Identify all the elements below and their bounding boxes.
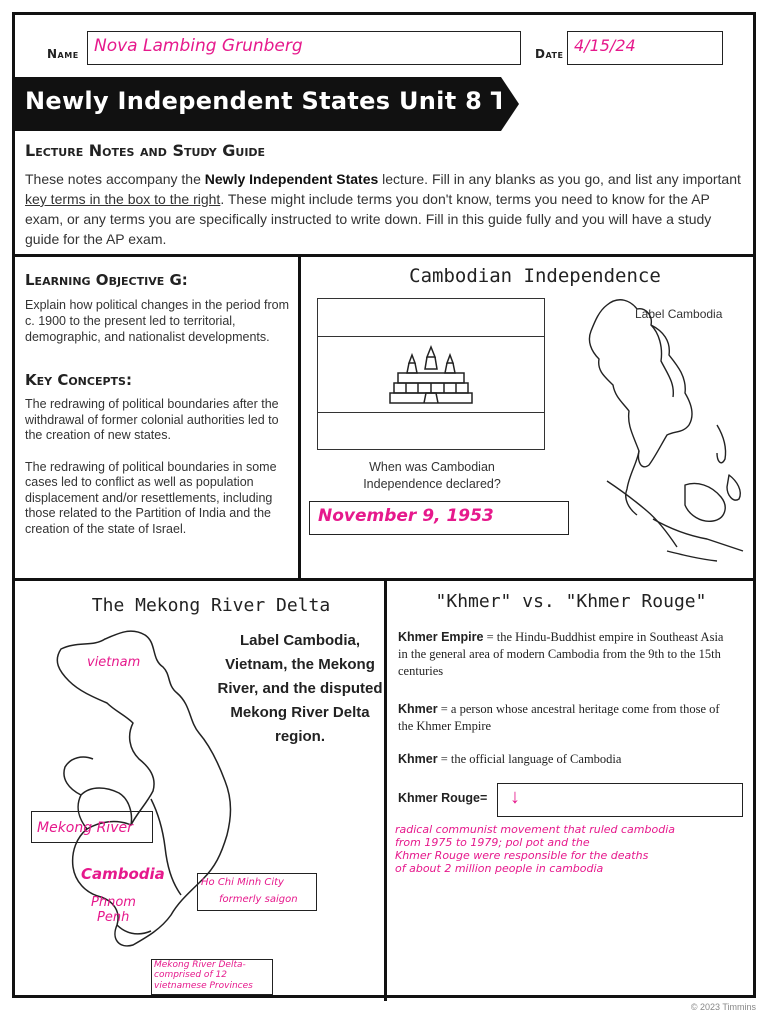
note-line: radical communist movement that ruled cambodia [395,823,676,836]
label-phnom-penh-line-1: Phnom [91,895,136,910]
definition-term: Khmer Empire [398,630,484,644]
arrow-down-icon: ↓ [510,786,520,808]
flag-band [318,299,544,337]
divider [15,254,753,257]
label-delta-line-3: vietnamese Provinces [154,981,253,991]
objective-text: Explain how political changes in the period from c. 1900 to the present led to territorial, demographic, and nationalist developments. [25,298,290,344]
definition-term: Khmer [398,702,438,716]
date-value: 4/15/24 [574,36,636,55]
note-line: from 1975 to 1979; pol pot and the [395,836,590,849]
intro-underline: key terms in the box to the right [25,191,221,207]
date-label: Date [535,47,564,61]
label-vietnam: vietnam [87,655,141,670]
objective-title: Learning Objective G: [25,271,188,289]
intro-part: These notes accompany the [25,171,205,187]
note-line: of about 2 million people in cambodia [395,862,604,875]
mekong-instructions: Label Cambodia, Vietnam, the Mekong River, and the disputed Mekong River Delta region. [217,632,383,745]
key-concepts-title: Key Concepts: [25,371,132,389]
name-label: Name [47,47,79,61]
intro-part: . These might include terms you don't know, terms you need to know for the AP exam, or any terms you are specifically instructed to write down. Fill in this guide fully and you will have a study guide for the AP exam. [25,191,712,247]
title-banner [15,77,588,131]
worksheet-page [12,12,756,998]
map-instruction: Label Cambodia [635,307,723,321]
independence-answer: November 9, 1953 [318,506,494,526]
label-mekong-river: Mekong River [37,820,133,836]
note-line: Khmer Rouge were responsible for the deaths [395,849,649,862]
key-concepts-text [25,397,297,553]
definition-text: = the Hindu-Buddhist empire in Southeast Asia in the general area of modern Cambodia from the 9th to the 15th centuries [398,630,724,678]
label-delta-line-1: Mekong River Delta- [154,960,246,970]
definition-text: = a person whose ancestral heritage come from those of the Khmer Empire [398,702,720,733]
intro-text [25,169,745,249]
mekong-title: The Mekong River Delta [91,595,331,616]
label-hcmc-line-2: formerly saigon [219,894,298,905]
southeast-asia-map [567,285,757,575]
date-field[interactable] [567,31,723,65]
label-cambodia: Cambodia [81,865,165,883]
khmer-person-definition [398,701,728,735]
cambodia-title: Cambodian Independence [409,265,661,287]
name-field[interactable] [87,31,521,65]
definition-text: = the official language of Cambodia [437,752,622,766]
cambodia-flag [317,298,545,450]
label-hcmc-line-1: Ho Chi Minh City [201,877,284,888]
angkor-wat-icon [386,343,476,407]
khmer-title: "Khmer" vs. "Khmer Rouge" [435,591,707,612]
khmer-rouge-field[interactable] [497,783,743,817]
khmer-language-definition [398,751,728,768]
khmer-rouge-note [395,823,755,875]
intro-part: lecture. Fill in any blanks as you go, and list any important [378,171,741,187]
label-delta-line-2: comprised of 12 [154,970,227,980]
label-phnom-penh-line-2: Penh [97,910,130,925]
divider [298,257,301,579]
key-concept-2: The redrawing of political boundaries in some cases led to conflict as well as population displacement and/or resettlements, including those related to the Partition of India and the creation of the state of Israel. [25,459,277,536]
definition-term: Khmer [398,752,438,766]
khmer-rouge-label: Khmer Rouge= [398,791,488,805]
page-title: Newly Independent States Unit 8 Topic 6 [25,87,588,115]
independence-answer-field[interactable] [309,501,569,535]
mekong-map [21,619,351,989]
independence-question: When was Cambodian Independence declared? [363,460,501,491]
name-value: Nova Lambing Grunberg [94,36,303,56]
intro-bold: Newly Independent States [204,171,379,187]
copyright: © 2023 Timmins [690,1002,756,1012]
section-title: Lecture Notes and Study Guide [25,141,266,160]
khmer-empire-definition [398,629,728,680]
key-concept-1: The redrawing of political boundaries after the withdrawal of former colonial authorities led to the creation of new states. [25,397,279,442]
